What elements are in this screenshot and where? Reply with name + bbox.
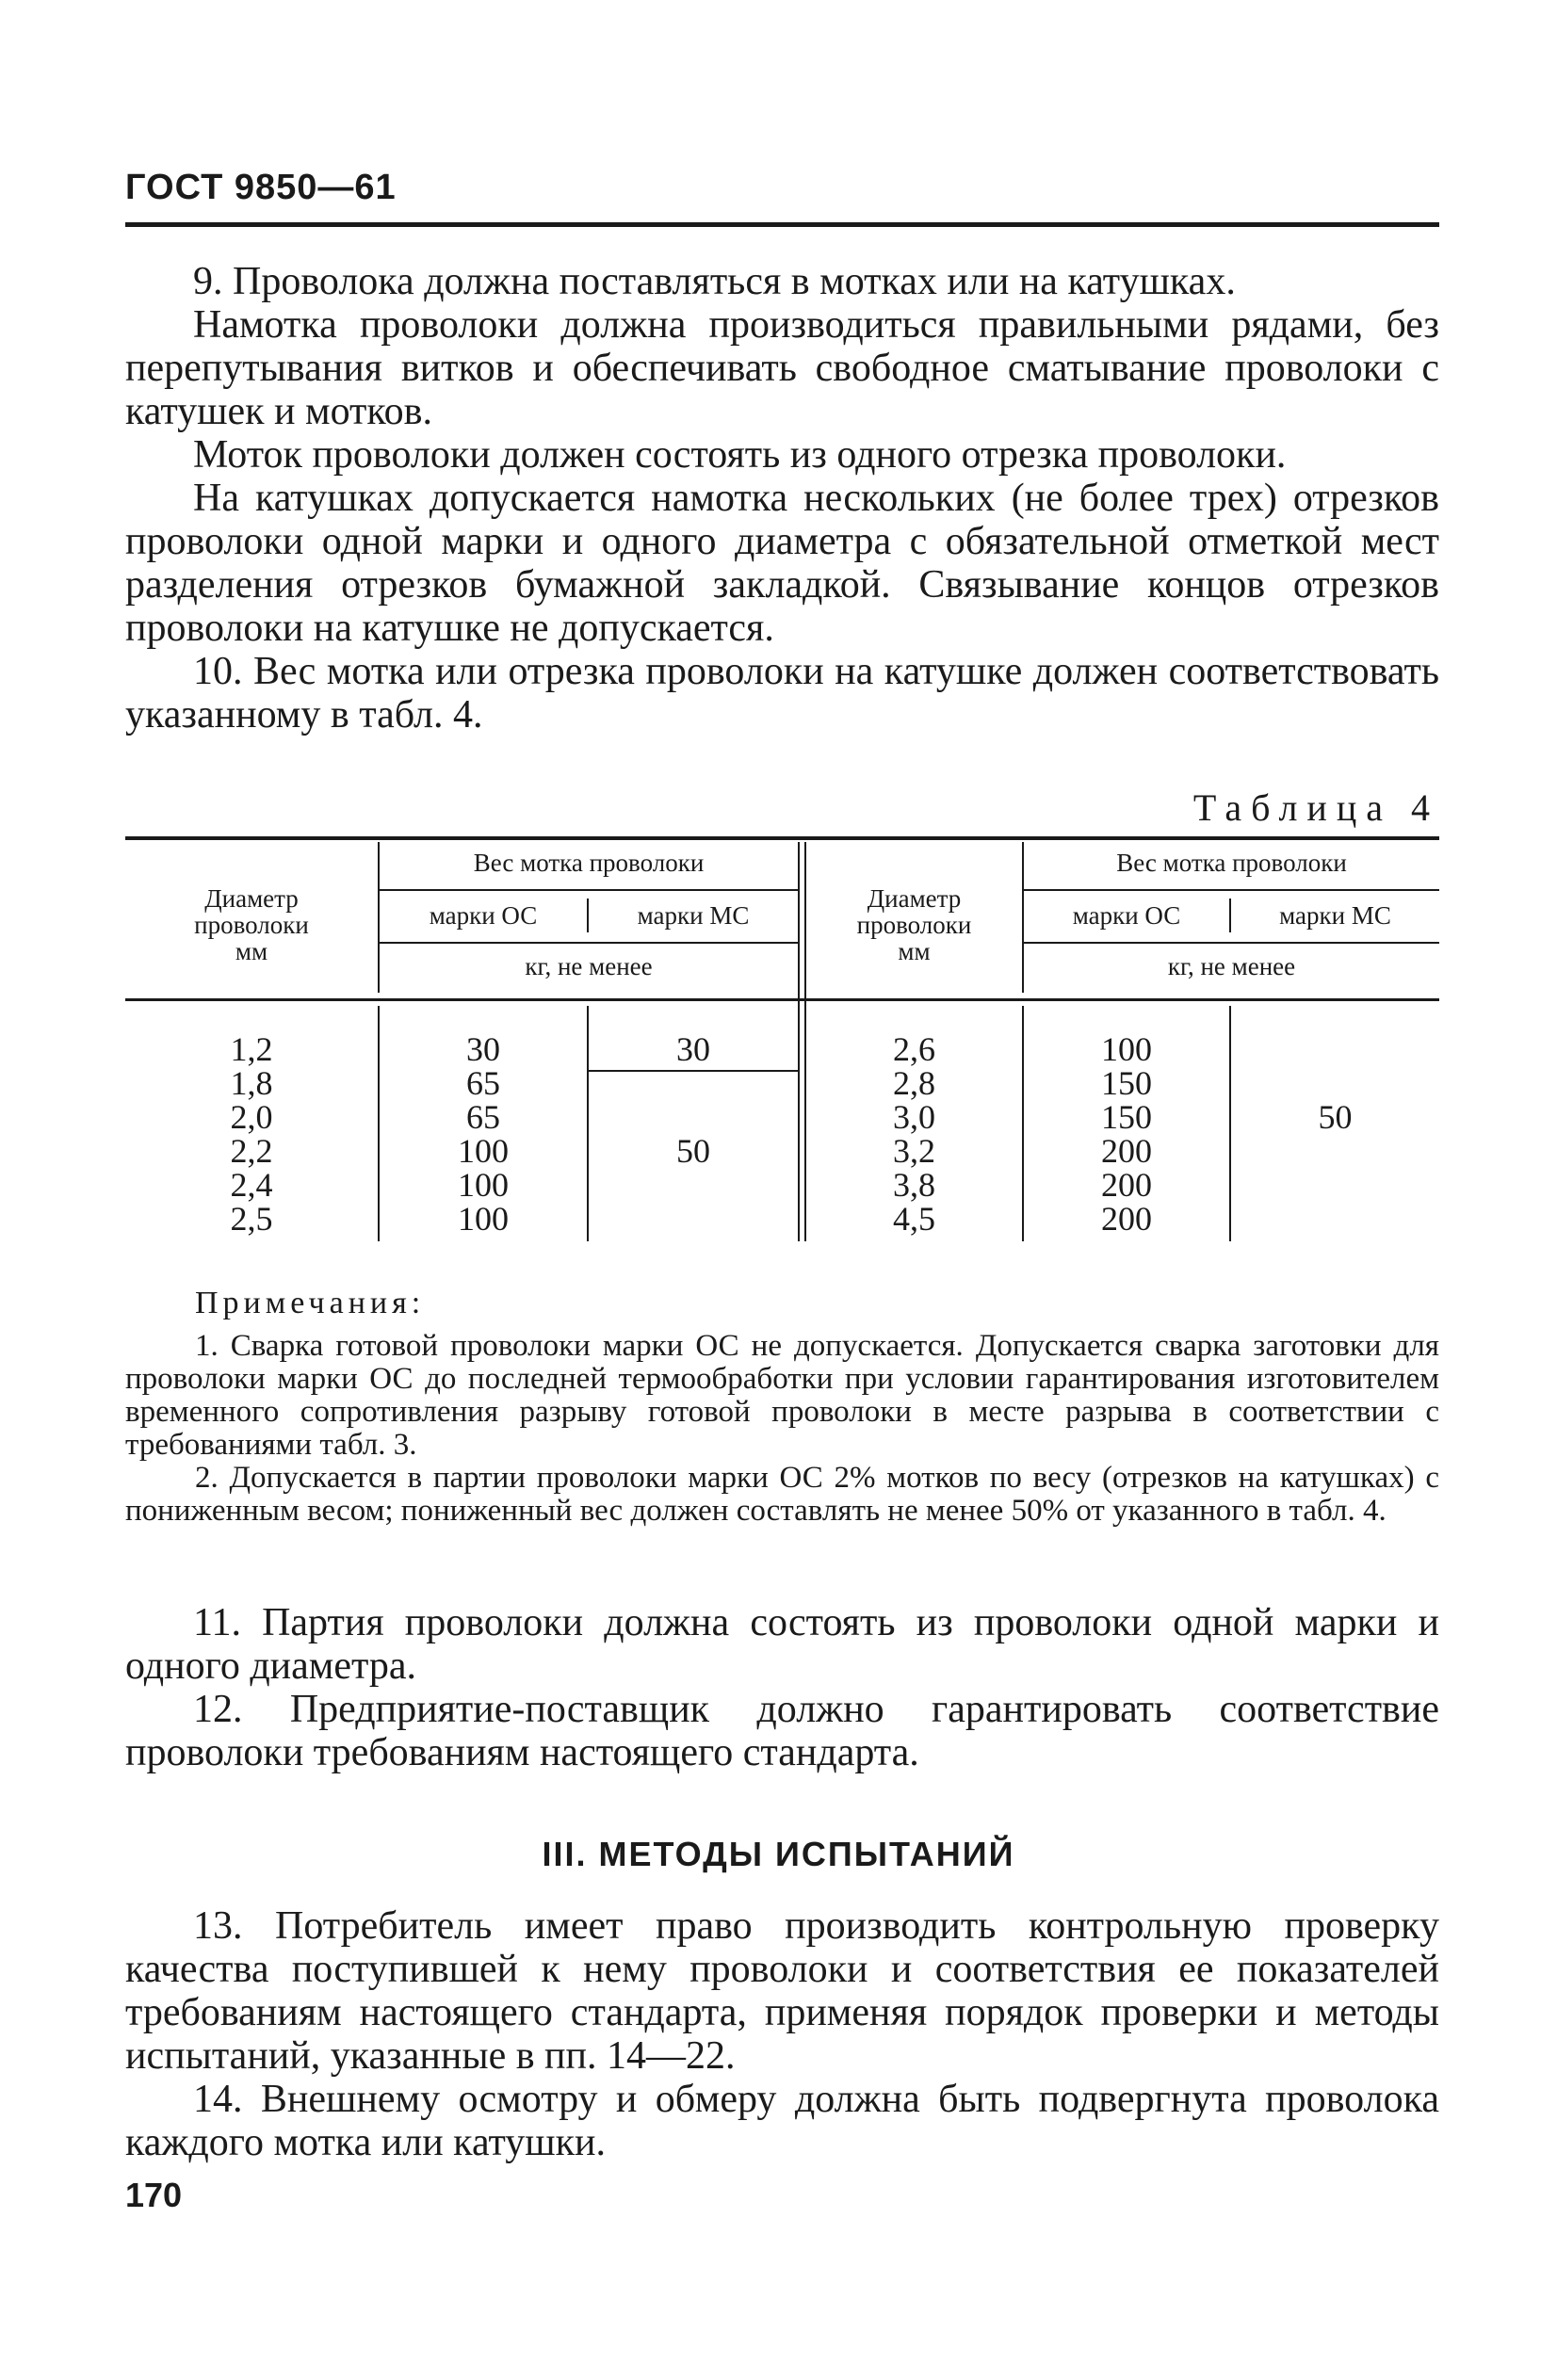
paragraph-block-mid (125, 1601, 1439, 1774)
header-rule (125, 222, 1439, 227)
col-diameter-right: 2,6 2,8 3,0 3,2 3,8 4,5 (893, 1030, 935, 1238)
col-os-left: 30 65 65 100 100 100 (458, 1030, 509, 1238)
hline-unit-right (1024, 942, 1439, 944)
header-weight-left: Вес мотка проволоки (473, 849, 705, 877)
header-unit-right: кг, не менее (1167, 952, 1296, 980)
hline-group-right (1024, 889, 1439, 891)
notes-title: Примечания: (195, 1286, 426, 1320)
paragraph-coil: Моток проволоки должен состоять из одного отрезка проволоки. (193, 433, 1287, 477)
paragraph-13: 13. Потребитель имеет право производить контрольную проверку качества поступившей к нему проволоки и соответствия ее показателей требованиям настоящего стандарта, применяя порядок проверки и методы испытаний, указанные в пп. 14—22. (125, 1904, 1439, 2078)
header-weight-right: Вес мотка проволоки (1116, 849, 1347, 877)
page-number: 170 (125, 2176, 183, 2214)
header-os-left: марки ОС (429, 901, 538, 930)
section-title: III. МЕТОДЫ ИСПЫТАНИЙ (542, 1835, 1015, 1873)
paragraph-10: 10. Вес мотка или отрезка проволоки на катушке должен соответствовать указанному в табл. 4. (125, 650, 1439, 737)
header-diameter-left: Диаметр проволоки мм (194, 884, 309, 965)
cell-ms-left-rest: 50 (676, 1132, 710, 1170)
hline-group-left (380, 889, 798, 891)
header-unit-left: кг, не менее (525, 952, 653, 980)
paragraph-winding: Намотка проволоки должна производиться правильными рядами, без перепутывания витков и обеспечивать свободное сматывание проволоки с катушек и мотков. (125, 303, 1439, 433)
paragraph-11: 11. Партия проволоки должна состоять из проволоки одной марки и одного диаметра. (125, 1601, 1439, 1688)
cell-ms-right: 50 (1318, 1098, 1353, 1136)
header-os-right: марки ОС (1072, 901, 1181, 930)
vline-c (798, 842, 800, 1241)
note-1: 1. Сварка готовой проволоки марки ОС не допускается. Допускается сварка заготовки для проволоки марки ОС до последней термообработки при условии гарантирования изготовителем временного сопротивления разрыву готовой проволоки в месте разрыва в соответствии с требованиями табл. 3. (125, 1329, 1439, 1462)
page-header: ГОСТ 9850—61 (125, 168, 397, 207)
table-header-rule (125, 998, 1439, 1001)
paragraph-block-top (125, 260, 1439, 737)
paragraph-block-bottom (125, 1904, 1439, 2164)
notes-block (125, 1330, 1439, 1528)
table-4 (125, 836, 1439, 1251)
col-os-right: 100 150 150 200 200 200 (1101, 1030, 1152, 1238)
table-top-rule (125, 836, 1439, 840)
header-diameter-right: Диаметр проволоки мм (856, 884, 972, 965)
note-2: 2. Допускается в партии проволоки марки ОС 2% мотков по весу (отрезков на катушках) с пониженным весом; пониженный вес должен составлять не менее 50% от указанного в табл. 4. (125, 1461, 1439, 1528)
hline-unit-left (380, 942, 798, 944)
paragraph-9: 9. Проволока должна поставляться в мотках или на катушках. (193, 260, 1236, 303)
header-ms-left: марки МС (637, 901, 750, 930)
col-diameter-left: 1,2 1,8 2,0 2,2 2,4 2,5 (230, 1030, 273, 1238)
paragraph-spools: На катушках допускается намотка нескольких (не более трех) отрезков проволоки одной марки и одного диаметра с обязательной отметкой мест разделения отрезков бумажной закладкой. Связывание концов отрезков проволоки на катушке не допускается. (125, 477, 1439, 650)
paragraph-12: 12. Предприятие-поставщик должно гарантировать соответствие проволоки требованиям настоящего стандарта. (125, 1688, 1439, 1774)
cell-ms-left-first: 30 (676, 1030, 710, 1068)
header-ms-right: марки МС (1279, 901, 1391, 930)
hline-ms-split (589, 1070, 798, 1072)
table-caption: Таблица 4 (1192, 786, 1439, 829)
paragraph-14: 14. Внешнему осмотру и обмеру должна быть подвергнута проволока каждого мотка или катушки. (125, 2078, 1439, 2164)
